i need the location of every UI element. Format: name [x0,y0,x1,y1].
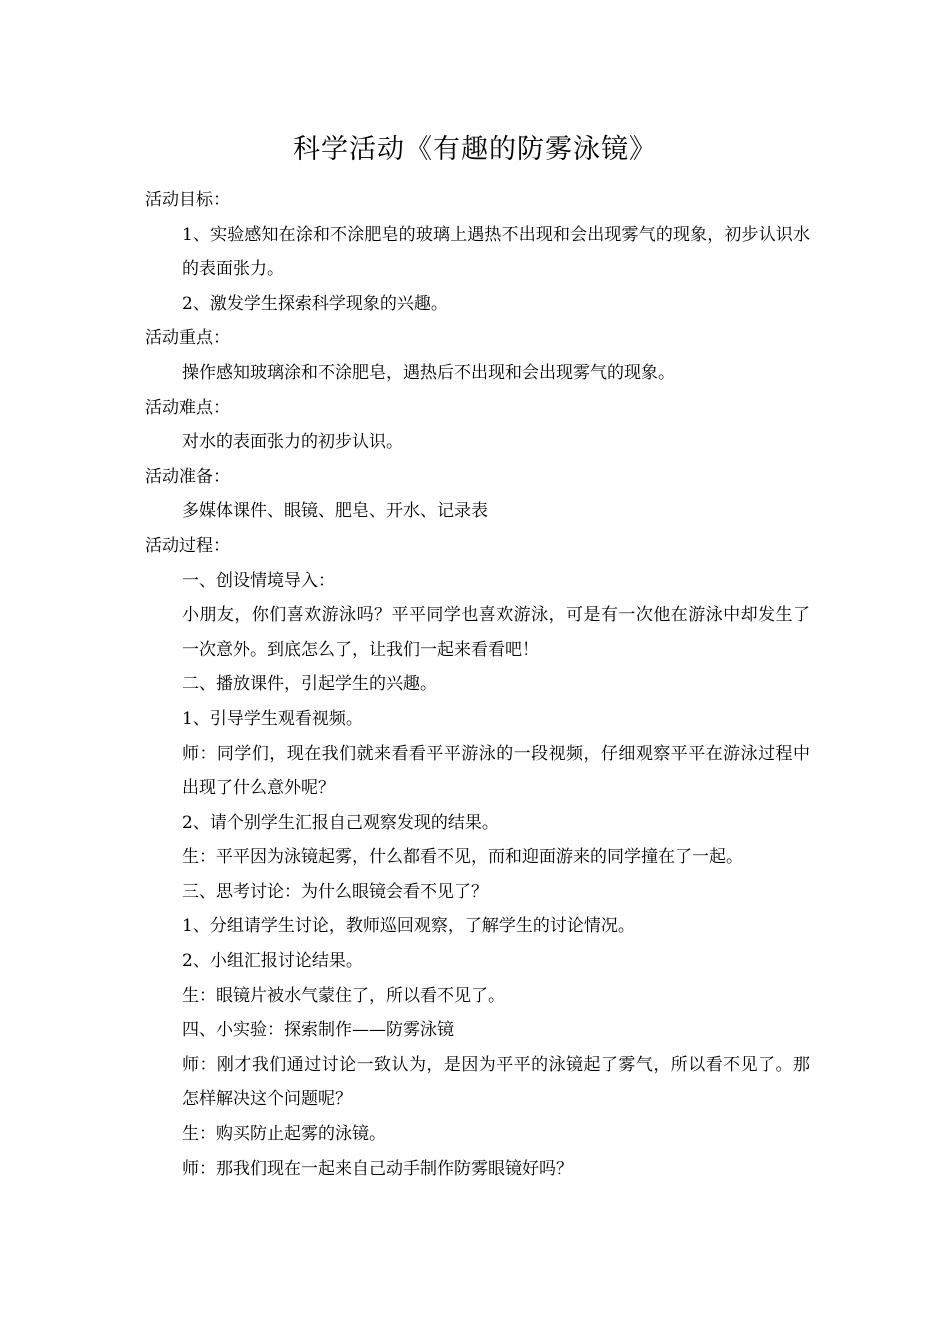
section-heading-process: 活动过程： [145,535,230,556]
process-paragraph: 生：平平因为泳镜起雾，什么都看不见，而和迎面游来的同学撞在了一起。 [182,847,743,868]
process-paragraph: 2、小组汇报讨论结果。 [182,951,363,972]
process-paragraph: 2、请个别学生汇报自己观察发现的结果。 [182,812,499,833]
process-paragraph: 生：眼镜片被水气蒙住了，所以看不见了。 [182,985,505,1006]
section-heading-difficulty: 活动难点： [145,397,230,418]
goal-item-2: 2、激发学生探索科学现象的兴趣。 [182,293,448,314]
process-paragraph: 生：购买防止起雾的泳镜。 [182,1124,386,1145]
process-paragraph: 师：同学们，现在我们就来看看平平游泳的一段视频，仔细观察平平在游泳过程中出现了什么意外呢？ [182,743,810,799]
section-heading-focus: 活动重点： [145,328,230,349]
process-paragraph: 小朋友，你们喜欢游泳吗？平平同学也喜欢游泳，可是有一次他在游泳中却发生了一次意外。到底怎么了，让我们一起来看看吧！ [182,605,810,660]
process-step-1-heading: 一、创设情境导入： [182,570,335,591]
process-step-2-heading: 二、播放课件，引起学生的兴趣。 [182,674,437,695]
preparation-text: 多媒体课件、眼镜、肥皂、开水、记录表 [182,501,488,522]
document-body [145,183,810,1186]
process-paragraph: 1、分组请学生讨论，教师巡回观察，了解学生的讨论情况。 [182,916,635,937]
section-heading-preparation: 活动准备： [145,466,230,487]
process-paragraph: 师：那我们现在一起来自己动手制作防雾眼镜好吗？ [182,1158,573,1179]
process-step-4-heading: 四、小实验：探索制作——防雾泳镜 [182,1020,454,1041]
process-step-3-heading: 三、思考讨论：为什么眼镜会看不见了？ [182,881,488,902]
section-heading-goals: 活动目标： [145,190,230,210]
focus-text: 操作感知玻璃涂和不涂肥皂，遇热后不出现和会出现雾气的现象。 [182,362,675,383]
difficulty-text: 对水的表面张力的初步认识。 [182,432,403,453]
document-title: 科学活动《有趣的防雾泳镜》 [293,134,657,165]
process-paragraph: 1、引导学生观看视频。 [182,708,363,729]
goal-item-1: 1、实验感知在涂和不涂肥皂的玻璃上遇热不出现和会出现雾气的现象，初步认识水的表面张力。 [182,224,810,280]
process-paragraph: 师：刚才我们通过讨论一致认为，是因为平平的泳镜起了雾气，所以看不见了。那怎样解决这个问题呢？ [182,1054,810,1110]
